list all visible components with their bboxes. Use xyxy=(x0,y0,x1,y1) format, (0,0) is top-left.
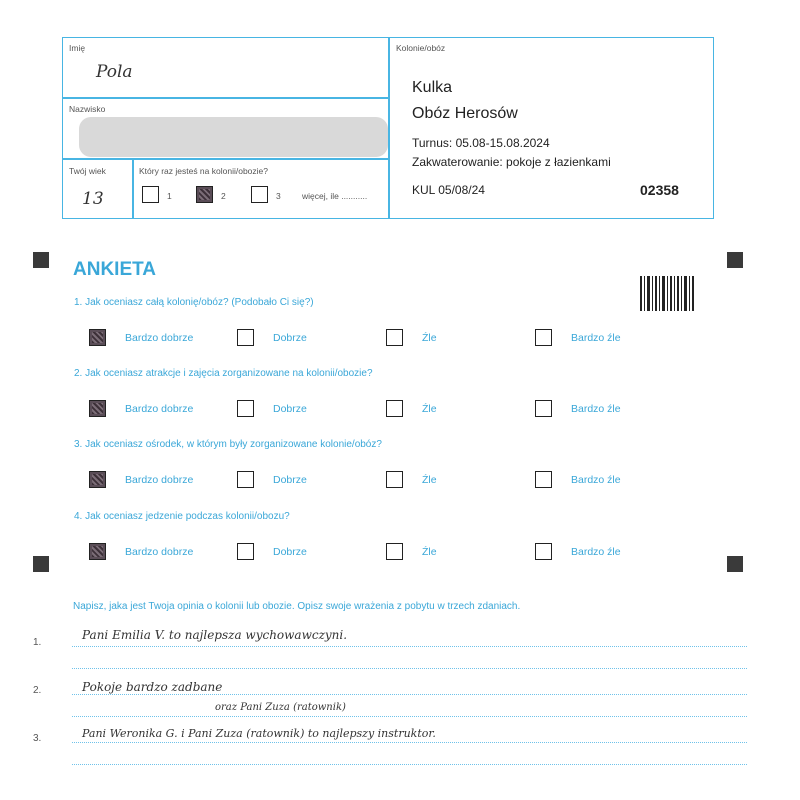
question-4-option-label-3: Źle xyxy=(422,546,437,558)
opinion-line-3a xyxy=(72,742,747,743)
question-1-option-label-2: Dobrze xyxy=(273,332,307,344)
barcode-icon xyxy=(640,276,695,311)
zakwaterowanie: Zakwaterowanie: pokoje z łazienkami xyxy=(412,155,611,169)
question-4-option-label-4: Bardzo źle xyxy=(571,546,621,558)
form-number: 02358 xyxy=(640,182,679,198)
registration-marker-tr xyxy=(727,252,743,268)
question-3-checkbox-1[interactable] xyxy=(89,471,106,488)
question-1-checkbox-2[interactable] xyxy=(237,329,254,346)
registration-marker-bl xyxy=(33,556,49,572)
question-4-option-label-2: Dobrze xyxy=(273,546,307,558)
opinion-line-1b xyxy=(72,668,747,669)
question-2-checkbox-3[interactable] xyxy=(386,400,403,417)
question-1-checkbox-1[interactable] xyxy=(89,329,106,346)
imie-value[interactable]: Pola xyxy=(96,62,133,82)
question-2-text: 2. Jak oceniasz atrakcje i zajęcia zorganizowane na kolonii/obozie? xyxy=(74,368,373,379)
question-3-text: 3. Jak oceniasz ośrodek, w którym były zorganizowane kolonie/obóz? xyxy=(74,439,382,450)
opinion-prompt: Napisz, jaka jest Twoja opinia o kolonii lub obozie. Opisz swoje wrażenia z pobytu w trzech zdaniach. xyxy=(73,601,521,612)
opinion-num-2: 2. xyxy=(33,685,42,696)
question-2-checkbox-2[interactable] xyxy=(237,400,254,417)
question-4-text: 4. Jak oceniasz jedzenie podczas kolonii/obozu? xyxy=(74,511,290,522)
opinion-line-2a xyxy=(72,694,747,695)
opinion-num-1: 1. xyxy=(33,637,42,648)
opinion-line-2b xyxy=(72,716,747,717)
opinion-insert: oraz Pani Zuza (ratownik) xyxy=(215,702,346,713)
turnus: Turnus: 05.08-15.08.2024 xyxy=(412,136,550,150)
form-code: KUL 05/08/24 xyxy=(412,183,485,197)
ankieta-title: ANKIETA xyxy=(73,259,157,280)
opinion-num-3: 3. xyxy=(33,733,42,744)
opinion-line-3b xyxy=(72,764,747,765)
opinion-line-1a xyxy=(72,646,747,647)
question-1-option-label-3: Źle xyxy=(422,332,437,344)
question-2-option-label-4: Bardzo źle xyxy=(571,403,621,415)
ktory-raz-option-2: 2 xyxy=(221,191,226,201)
question-1-option-label-4: Bardzo źle xyxy=(571,332,621,344)
nazwisko-label: Nazwisko xyxy=(69,104,106,114)
question-2-option-label-2: Dobrze xyxy=(273,403,307,415)
question-4-checkbox-2[interactable] xyxy=(237,543,254,560)
header-divider-1 xyxy=(62,97,389,99)
header-divider-age xyxy=(132,158,134,219)
question-3-checkbox-2[interactable] xyxy=(237,471,254,488)
wiek-value[interactable]: 13 xyxy=(82,189,104,209)
question-4-checkbox-3[interactable] xyxy=(386,543,403,560)
question-3-option-label-1: Bardzo dobrze xyxy=(125,474,194,486)
ktory-raz-checkbox-1[interactable] xyxy=(142,186,159,203)
question-3-option-label-3: Źle xyxy=(422,474,437,486)
question-1-option-label-1: Bardzo dobrze xyxy=(125,332,194,344)
kolonie-name: Kulka xyxy=(412,79,453,96)
ktory-raz-option-3: 3 xyxy=(276,191,281,201)
ktory-raz-checkbox-2[interactable] xyxy=(196,186,213,203)
opinion-answer-1[interactable]: Pani Emilia V. to najlepsza wychowawczyni. xyxy=(82,628,348,642)
ktory-raz-label: Który raz jesteś na kolonii/obozie? xyxy=(139,166,268,176)
question-4-checkbox-1[interactable] xyxy=(89,543,106,560)
imie-label: Imię xyxy=(69,43,86,53)
question-3-option-label-2: Dobrze xyxy=(273,474,307,486)
question-2-checkbox-1[interactable] xyxy=(89,400,106,417)
wiek-label: Twój wiek xyxy=(69,166,106,176)
question-1-checkbox-4[interactable] xyxy=(535,329,552,346)
question-3-checkbox-4[interactable] xyxy=(535,471,552,488)
registration-marker-tl xyxy=(33,252,49,268)
kolonie-label: Kolonie/obóz xyxy=(396,43,446,53)
ktory-raz-option-more: więcej, ile ........... xyxy=(302,191,368,201)
question-2-option-label-1: Bardzo dobrze xyxy=(125,403,194,415)
question-4-option-label-1: Bardzo dobrze xyxy=(125,546,194,558)
question-3-checkbox-3[interactable] xyxy=(386,471,403,488)
ktory-raz-checkbox-3[interactable] xyxy=(251,186,268,203)
question-2-option-label-3: Źle xyxy=(422,403,437,415)
question-3-option-label-4: Bardzo źle xyxy=(571,474,621,486)
oboz-name: Obóz Herosów xyxy=(412,105,518,122)
opinion-answer-2[interactable]: Pokoje bardzo zadbane xyxy=(82,680,223,694)
question-2-checkbox-4[interactable] xyxy=(535,400,552,417)
nazwisko-redacted xyxy=(79,117,388,157)
header-divider-vertical xyxy=(388,37,390,219)
opinion-answer-3[interactable]: Pani Weronika G. i Pani Zuza (ratownik) to najlepszy instruktor. xyxy=(82,727,436,740)
question-4-checkbox-4[interactable] xyxy=(535,543,552,560)
registration-marker-br xyxy=(727,556,743,572)
question-1-checkbox-3[interactable] xyxy=(386,329,403,346)
question-1-text: 1. Jak oceniasz całą kolonię/obóz? (Podobało Ci się?) xyxy=(74,297,314,308)
ktory-raz-option-1: 1 xyxy=(167,191,172,201)
header-divider-2 xyxy=(62,158,389,160)
